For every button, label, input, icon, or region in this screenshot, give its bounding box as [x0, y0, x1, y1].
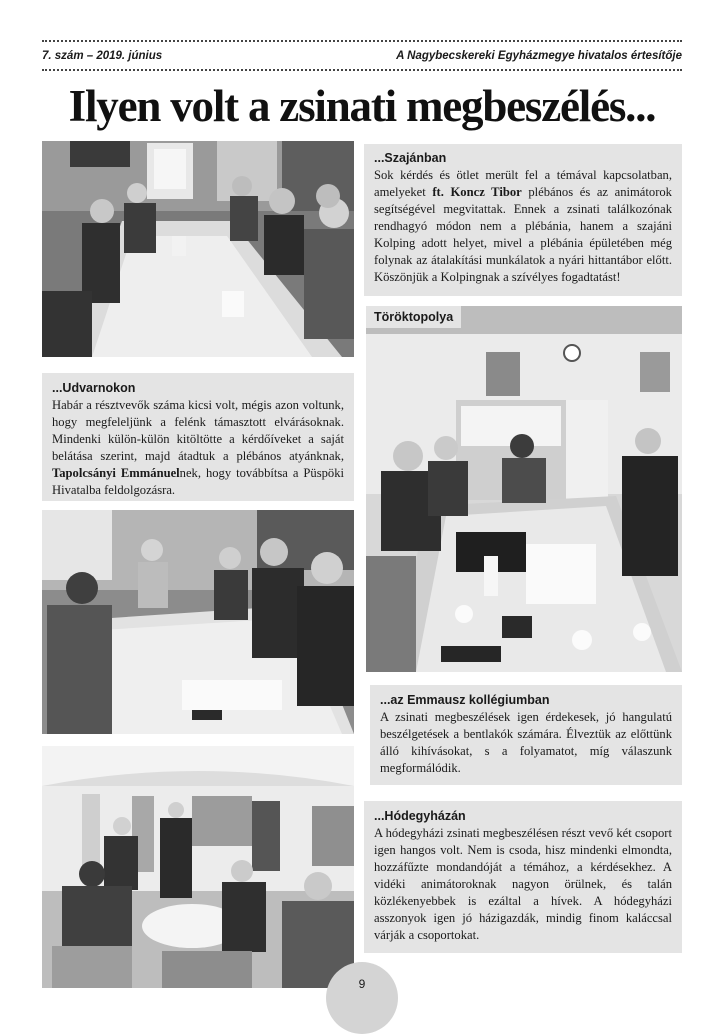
section-udvarnok [42, 373, 354, 501]
photo-toroktopolya-meeting [366, 306, 682, 672]
photo-udvarnok-meeting [42, 510, 354, 734]
photo-label-toroktopolya: Töröktopolya [366, 306, 461, 328]
section-heading-szajan: ...Szajánban [374, 151, 447, 165]
person-name-tapolcsanyi: Tapolcsányi Emmánuel [52, 466, 180, 480]
issue-label: 7. szám – 2019. június [42, 50, 163, 62]
photo-szajan-meeting [42, 141, 354, 357]
section-emmausz [370, 685, 682, 785]
publication-title: A Nagybecskereki Egyházmegye hivatalos értesítője [396, 50, 682, 62]
section-text-udvarnok: Habár a résztvevők száma kicsi volt, mégis azon voltunk, hogy megfeleljünk a felénk támasztott elvárásoknak. Mindenki külön-külön kitöltötte a kérdőíveket a saját belátása szerint, majd átadtuk a plébános atyánknak, Tapolcsányi Emmánuelnek, hogy továbbítsa a Püspöki Hivatalba feldolgozásra. [52, 398, 344, 497]
photo-emmausz-meeting [42, 746, 354, 988]
header-rule-top [42, 40, 682, 42]
page-title: Ilyen volt a zsinati megbeszélés... [68, 81, 656, 131]
section-heading-emmausz: ...az Emmausz kollégiumban [380, 693, 550, 707]
page-header [42, 48, 682, 64]
section-text-szajan: Sok kérdés és ötlet merült fel a témával kapcsolatban, amelyeket ft. Koncz Tibor plébános és az animátorok segítségével megvitattak. Ennek a zsinati találkozónak rendhagyó módon nem a plébánia, hanem a szajáni Kolping adott helyet, mivel a plébánia épületében még folynak az átalakítási munkálatok a nyári hittantábor előtt. Köszönjük a Kolpingnak a szívélyes fogadtatást! [374, 168, 672, 284]
header-rule-bottom [42, 69, 682, 71]
section-text-hodegyhaza: A hódegyházi zsinati megbeszélésen részt vevő két csoport igen hangos volt. Nem is csoda, hisz mindenki elmondta, hozzáfűzte mondandóját a témához, a kérdésekhez. A vidéki animátoroknak nagyon örülnek, és talán közlékenyebbek is ezáltal a hívek. A hódegyházi asszonyok igen jó házigazdák, mindig finom kaláccsal várják a csoportokat. [374, 826, 672, 942]
person-name-koncz: ft. Koncz Tibor [432, 185, 522, 199]
section-text-emmausz: A zsinati megbeszélések igen érdekesek, jó hangulatú beszélgetések a bentlakók számára. Élveztük az előttünk álló kihívásokat, s a folyamatot, míg válaszunk megformálódik. [380, 710, 672, 775]
section-szajan [364, 144, 682, 296]
section-hodegyhaza [364, 801, 682, 953]
section-heading-hodegyhaza: ...Hódegyházán [374, 809, 466, 823]
page-number: 9 [326, 962, 398, 1034]
section-heading-udvarnok: ...Udvarnokon [52, 381, 136, 395]
